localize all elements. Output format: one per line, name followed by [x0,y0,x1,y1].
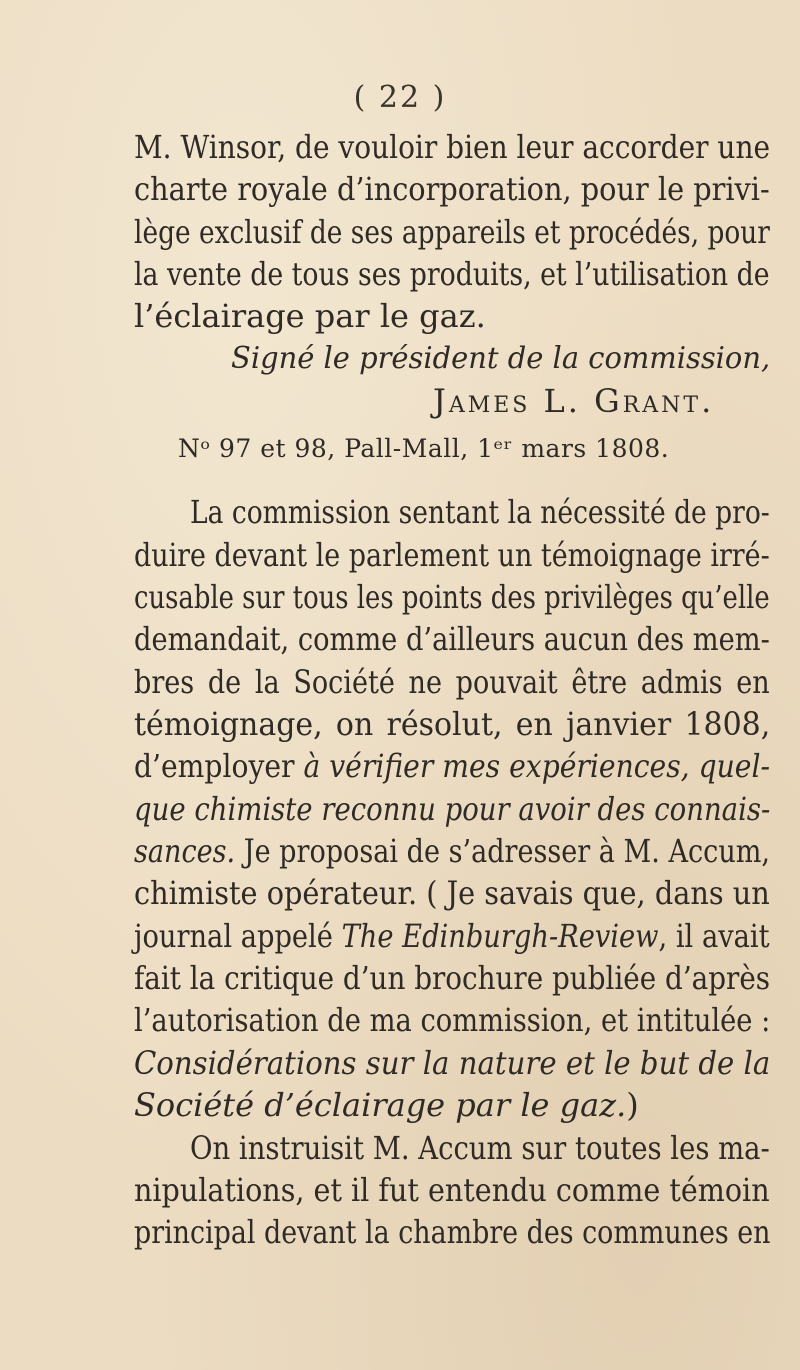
page-number: ( 22 ) [353,80,447,115]
text-roman: Je proposai de s’adresser à M. Accum, [235,832,771,870]
text-line: On instruisit M. Accum sur toutes les ma- [190,1129,770,1167]
signature-line: Signé le président de la commission, [231,341,771,376]
text-line: fait la critique d’un brochure publiée d’après [134,959,771,997]
text-roman: journal appelé [134,917,342,955]
text-line: principal devant la chambre des communes en [134,1213,771,1251]
text-line: charte royale d’incorporation, pour le privi- [134,170,770,208]
text-line: la vente de tous ses produits, et l’utilisation de [134,255,770,293]
text-line [134,746,770,786]
text-roman: , il avait [658,917,770,955]
text-line: bres de la Société ne pouvait être admis en [134,663,770,701]
text-italic: Société d’éclairage par le gaz. [134,1086,627,1124]
text-line: La commission sentant la nécessité de pro- [190,493,770,531]
text-line: nipulations, et il fut entendu comme témoin [134,1171,770,1209]
signatory-name: James L. Grant. [433,382,715,420]
text-line: M. Winsor, de vouloir bien leur accorder une [134,128,771,166]
text-line: duire devant le parlement un témoignage irré- [134,536,770,574]
text-roman: ) [626,1086,639,1124]
text-line: Considérations sur la nature et le but de la [134,1044,771,1082]
text-line: que chimiste reconnu pour avoir des connais- [134,790,771,828]
text-line [134,916,770,956]
text-line: l’autorisation de ma commission, et intitulée : [134,1001,771,1039]
text-line [134,1085,639,1125]
text-line: l’éclairage par le gaz. [134,297,486,335]
text-line: lège exclusif de ses appareils et procédés, pour [134,213,770,251]
text-italic: sances. [134,832,236,870]
address-date-line: Nᵒ 97 et 98, Pall-Mall, 1ᵉʳ mars 1808. [178,434,670,463]
text-line [134,831,770,871]
text-line: demandait, comme d’ailleurs aucun des mem- [134,620,770,658]
journal-title: The Edinburgh-Review [341,917,659,955]
text-italic: à vérifier mes expériences, quel- [303,747,771,785]
text-line: cusable sur tous les points des privilèges qu’elle [134,578,770,616]
text-line: chimiste opérateur. ( Je savais que, dans un [134,874,770,912]
text-roman: d’employer [134,747,304,785]
text-line: témoignage, on résolut, en janvier 1808, [134,705,771,743]
